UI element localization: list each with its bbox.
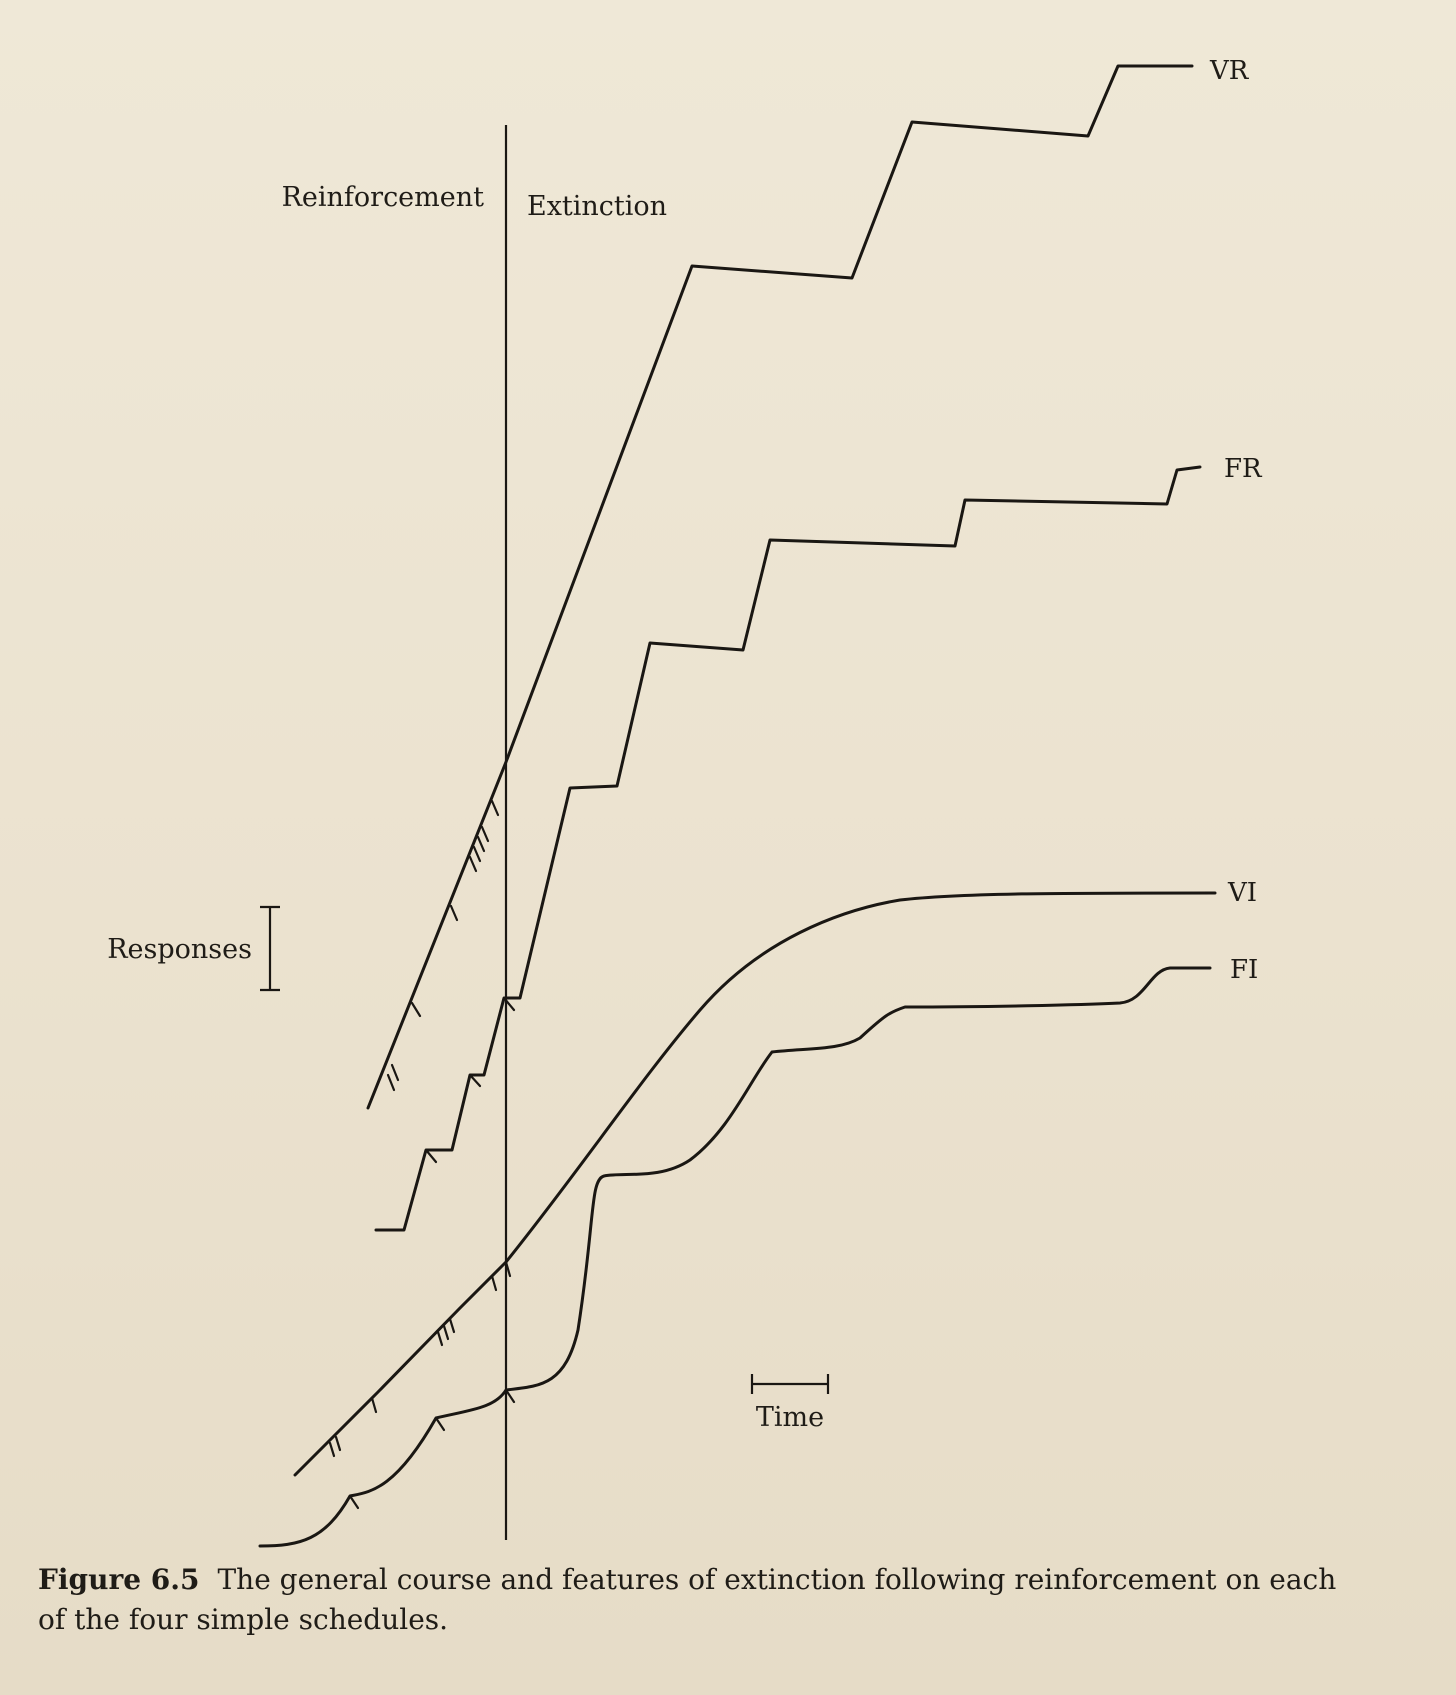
fi-curve (260, 968, 1210, 1546)
vi-curve (295, 893, 1215, 1475)
fr-label: FR (1224, 454, 1262, 484)
fr-curve (376, 467, 1200, 1230)
vi-label: VI (1228, 878, 1258, 908)
time-label: Time (755, 1402, 825, 1433)
responses-scale-bar (260, 907, 280, 990)
extinction-label: Extinction (527, 191, 668, 222)
reinforcement-label: Reinforcement (281, 182, 484, 213)
vr-label: VR (1210, 56, 1249, 86)
caption-text: The general course and features of extinction following reinforcement on each of the four simple schedules. (38, 1563, 1337, 1636)
time-scale-bar (752, 1374, 828, 1394)
vr-reinforcement-ticks (388, 801, 498, 1090)
fi-label: FI (1230, 955, 1259, 985)
responses-label: Responses (107, 934, 252, 965)
vr-curve (368, 66, 1192, 1108)
figure-number: Figure 6.5 (38, 1563, 200, 1596)
figure-caption (38, 1560, 1368, 1640)
vi-reinforcement-ticks (330, 1262, 510, 1456)
